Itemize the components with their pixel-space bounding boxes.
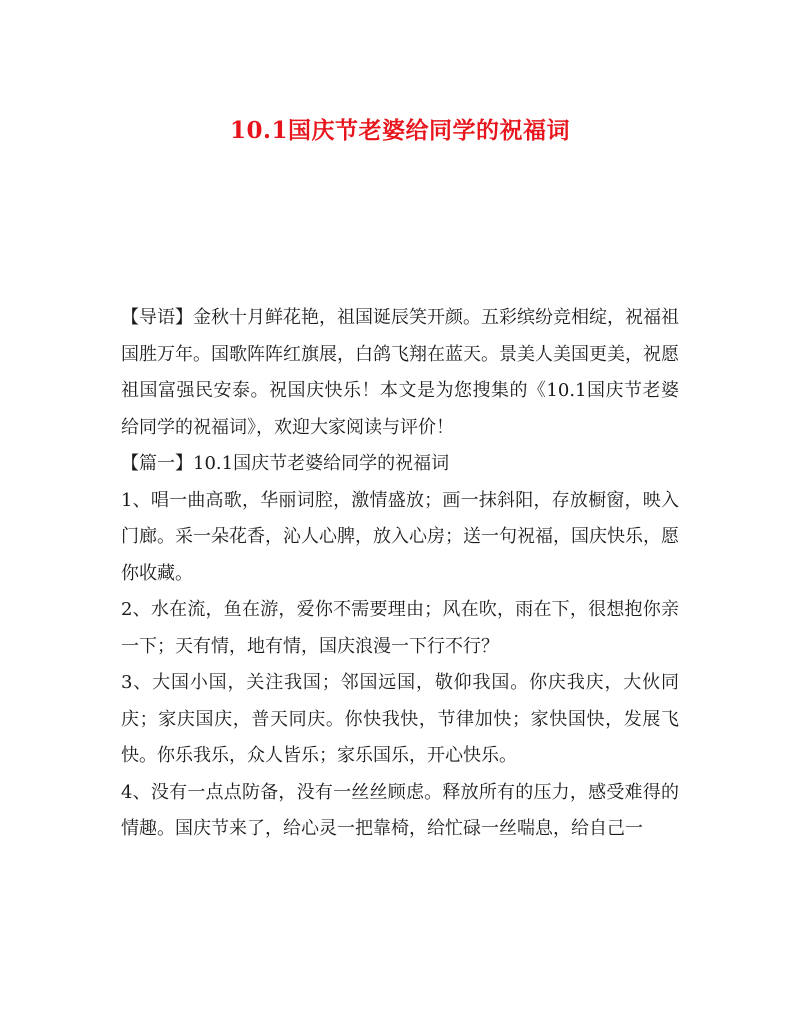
blessing-item-2: 2、水在流，鱼在游，爱你不需要理由；风在吹，雨在下，很想抱你亲一下；天有情，地有情，国庆浪漫一下行不行？ <box>121 599 679 657</box>
intro-paragraph: 【导语】金秋十月鲜花艳，祖国诞辰笑开颜。五彩缤纷竞相绽，祝福祖国胜万年。国歌阵阵红旗展，白鸽飞翔在蓝天。景美人美国更美，祝愿祖国富强民安泰。祝国庆快乐！本文是为您搜集的《10.1国庆节老婆给同学的祝福词》，欢迎大家阅读与评价！ <box>121 307 679 438</box>
document-body <box>121 300 679 848</box>
section-heading: 【篇一】10.1国庆节老婆给同学的祝福词 <box>121 453 450 474</box>
blessing-item-3: 3、大国小国，关注我国；邻国远国，敬仰我国。你庆我庆，大伙同庆；家庆国庆，普天同庆。你快我快，节律加快；家快国快，发展飞快。你乐我乐，众人皆乐；家乐国乐，开心快乐。 <box>121 672 679 766</box>
document-title: 10.1国庆节老婆给同学的祝福词 <box>229 117 571 144</box>
blessing-item-4: 4、没有一点点防备，没有一丝丝顾虑。释放所有的压力，感受难得的情趣。国庆节来了，给心灵一把靠椅，给忙碌一丝喘息，给自己一 <box>121 781 679 839</box>
blessing-item-1: 1、唱一曲高歌，华丽词腔，激情盛放；画一抹斜阳，存放橱窗，映入门廊。采一朵花香，沁人心脾，放入心房；送一句祝福，国庆快乐，愿你收藏。 <box>121 489 679 584</box>
